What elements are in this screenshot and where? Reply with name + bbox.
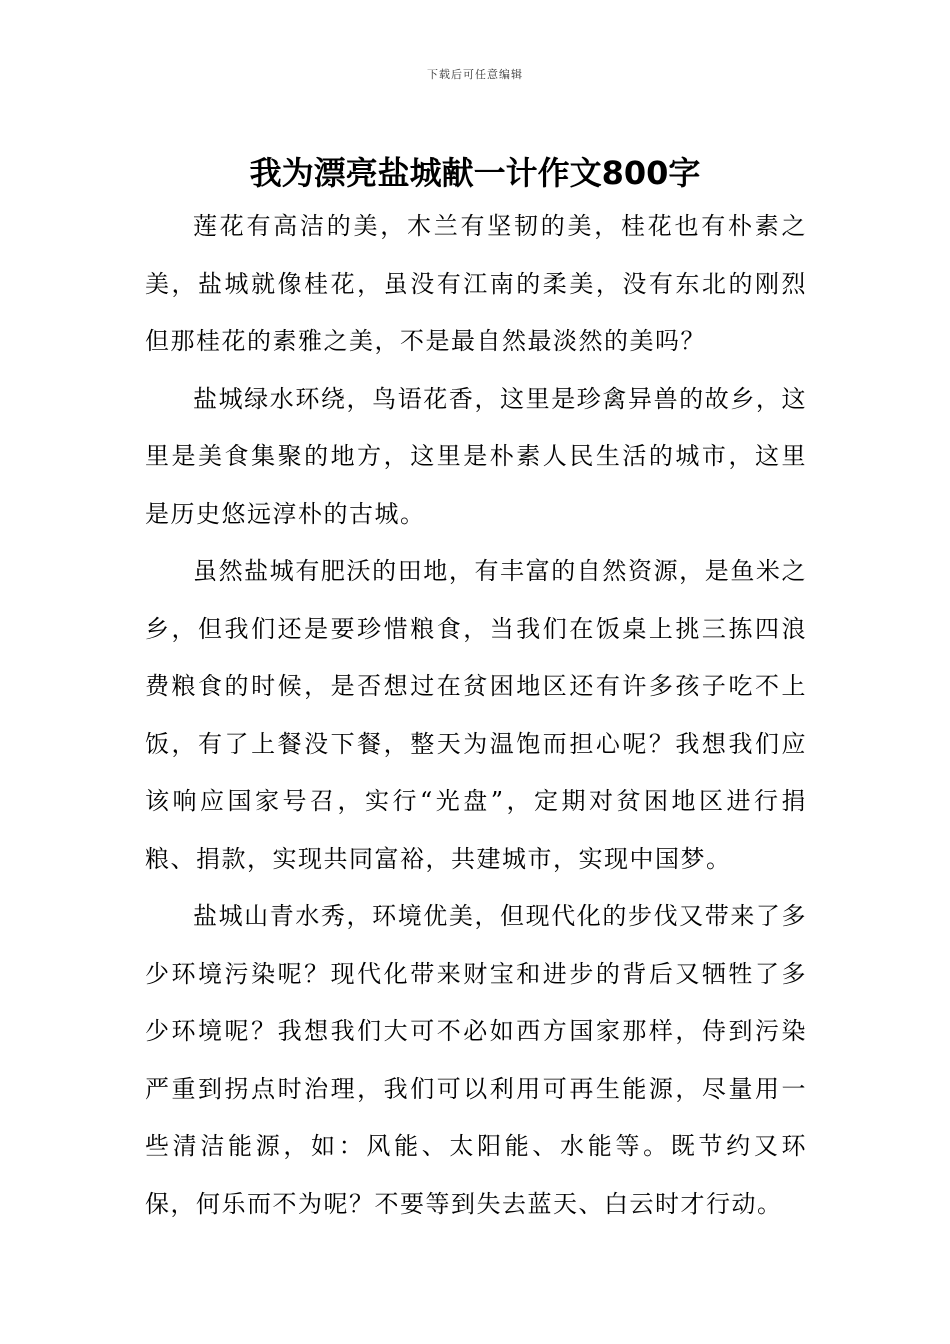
document-body (145, 198, 807, 1233)
header-note: 下载后可任意编辑 (427, 68, 523, 81)
paragraph-1: 莲花有高洁的美，木兰有坚韧的美，桂花也有朴素之美，盐城就像桂花，虽没有江南的柔美，没有东北的刚烈但那桂花的素雅之美，不是最自然最淡然的美吗？ (145, 212, 807, 355)
document-title: 我为漂亮盐城献一计作文800字 (249, 154, 701, 193)
paragraph-3: 虽然盐城有肥沃的田地，有丰富的自然资源，是鱼米之乡，但我们还是要珍惜粮食，当我们在饭桌上挑三拣四浪费粮食的时候，是否想过在贫困地区还有许多孩子吃不上饭，有了上餐没下餐，整天为温饱而担心呢？我想我们应该响应国家号召，实行“光盘”，定期对贫困地区进行捐粮、捐款，实现共同富裕，共建城市，实现中国梦。 (145, 557, 807, 873)
paragraph-4: 盐城山青水秀，环境优美，但现代化的步伐又带来了多少环境污染呢？现代化带来财宝和进步的背后又牺牲了多少环境呢？我想我们大可不必如西方国家那样，侍到污染严重到拐点时治理，我们可以利用可再生能源，尽量用一些清洁能源，如：风能、太阳能、水能等。既节约又环保，何乐而不为呢？不要等到失去蓝天、白云时才行动。 (145, 902, 807, 1218)
paragraph-2: 盐城绿水环绕，鸟语花香，这里是珍禽异兽的故乡，这里是美食集聚的地方，这里是朴素人民生活的城市，这里是历史悠远淳朴的古城。 (145, 384, 807, 528)
